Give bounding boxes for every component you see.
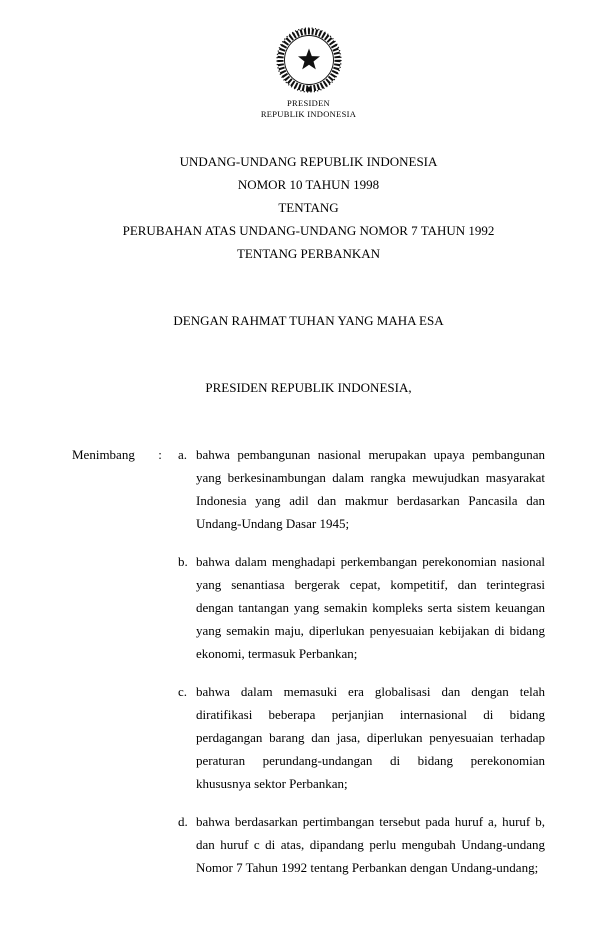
list-item-letter: c. xyxy=(178,684,188,699)
seal-caption-presiden: PRESIDEN xyxy=(286,98,330,108)
title-line-3: TENTANG xyxy=(278,200,339,215)
considerations-section xyxy=(72,443,545,894)
seal-caption-republik-indonesia: REPUBLIK INDONESIA xyxy=(260,109,357,119)
considerations-list xyxy=(178,443,545,894)
title-line-4: PERUBAHAN ATAS UNDANG-UNDANG NOMOR 7 TAHUN 1992 xyxy=(122,223,495,238)
title-line-5: TENTANG PERBANKAN xyxy=(236,246,381,261)
list-item xyxy=(178,810,545,879)
list-item-text: bahwa berdasarkan pertimbangan tersebut pada huruf a, huruf b, dan huruf c di atas, dipandang perlu mengubah Undang-undang Nomor 7 Tahun 1992 tentang Perbankan dengan Undang-undang; xyxy=(196,814,545,875)
document-title xyxy=(72,150,545,265)
considerations-label: Menimbang xyxy=(72,447,135,462)
list-item-text: bahwa dalam menghadapi perkembangan perekonomian nasional yang senantiasa bergerak cepat, kompetitif, dan terintegrasi dengan tantangan yang semakin kompleks serta sistem keuangan yang semakin maju, diperlukan penyesuaian kebijakan di bidang ekonomi, termasuk Perbankan; xyxy=(196,554,545,661)
list-item-letter: a. xyxy=(178,447,188,462)
document-header xyxy=(72,26,545,120)
list-item-letter: d. xyxy=(178,814,188,829)
list-item xyxy=(178,680,545,795)
considerations-separator: : xyxy=(158,447,162,462)
list-item-text: bahwa pembangunan nasional merupakan upaya pembangunan yang berkesinambungan dalam rangka mewujudkan masyarakat Indonesia yang adil dan makmur berdasarkan Pancasila dan Undang-Undang Dasar 1945; xyxy=(196,447,545,531)
list-item-letter: b. xyxy=(178,554,188,569)
list-item-text: bahwa dalam memasuki era globalisasi dan dengan telah diratifikasi beberapa perjanjian internasional di bidang perdagangan barang dan jasa, diperlukan penyesuaian terhadap peraturan perundang-undangan di bidang perekonomian khususnya sektor Perbankan; xyxy=(196,684,545,791)
list-item xyxy=(178,550,545,665)
title-line-1: UNDANG-UNDANG REPUBLIK INDONESIA xyxy=(179,154,438,169)
list-item xyxy=(178,443,545,535)
invocation-line: DENGAN RAHMAT TUHAN YANG MAHA ESA xyxy=(173,313,444,328)
presidential-seal-icon xyxy=(263,26,355,94)
salutation-line: PRESIDEN REPUBLIK INDONESIA, xyxy=(205,380,412,395)
title-line-2: NOMOR 10 TAHUN 1998 xyxy=(237,177,380,192)
